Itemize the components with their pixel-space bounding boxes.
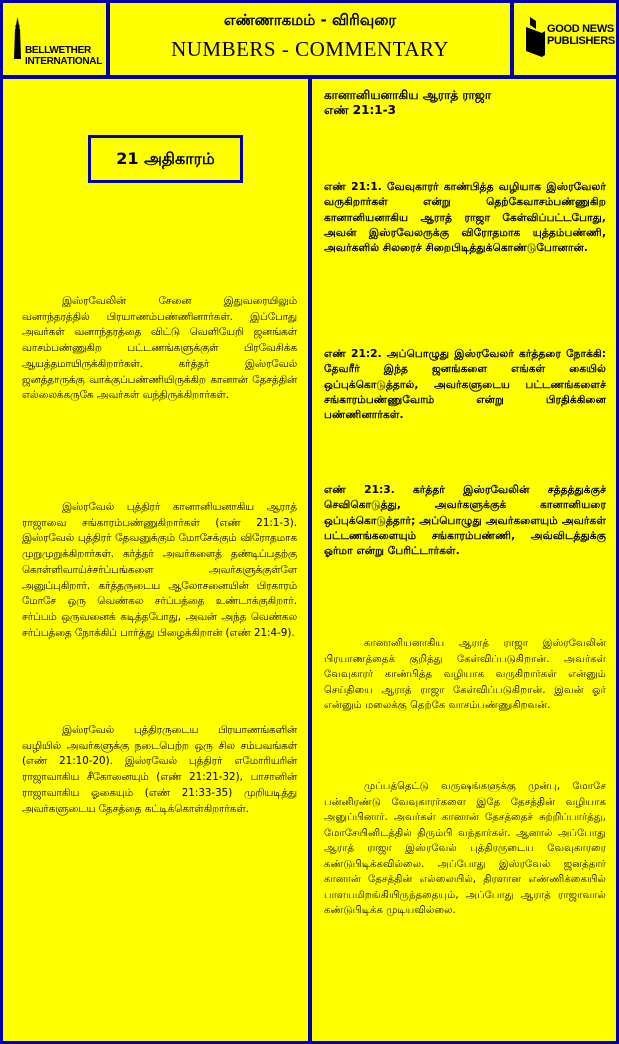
book-icon	[524, 17, 546, 61]
section-title	[324, 88, 606, 118]
right-column	[312, 79, 616, 1041]
left-paragraph-3: இஸ்ரவேல் புத்திரருடைய பிரயாணங்களின் வழியில் அவர்களுக்கு நடைபெற்ற ஒரு சில சம்பவங்கள் (எண் 21:10-20). இஸ்ரவேல் புத்திரர் எமோரியரின் ராஜாவாகிய சீகோனையும் (எண் 21:21-32), பாசானின் ராஜாவாகிய ஓகையும் (எண் 21:33-35) முறியடித்து அவர்களுடைய தேசத்தை கட்டிக்கொள்கிறார்கள்.	[22, 724, 297, 815]
section-title-line1: கானானியனாகிய ஆராத் ராஜா	[324, 88, 492, 102]
logo-right-line2: PUBLISHERS	[547, 35, 615, 47]
left-column	[3, 79, 308, 1041]
section-title-line2: எண் 21:1-3	[324, 103, 396, 117]
bellwether-logo	[3, 3, 106, 75]
logo-left-line2: INTERNATIONAL	[25, 56, 103, 67]
chapter-heading: 21 அதிகாரம்	[88, 135, 243, 183]
logo-left-line1: BELLWETHER	[25, 45, 91, 56]
english-title: NUMBERS - COMMENTARY	[171, 37, 449, 61]
tower-icon	[13, 17, 22, 59]
right-paragraph-1: கானானியனாகிய ஆராத் ராஜா இஸ்ரவேலின் பிரயாணத்தைக் குறித்து கேள்விப்படுகிறான். அவர்கள் வேவுகாரர் காண்பித்த வழியாக வருகிறார்கள் என்னும் செய்தியை ஆராத் ராஜா கேள்விப்படுகிறான். இவன் ஓர் என்னும் மலைக்கு தெற்கே வாசம்பண்ணுகிறவன்.	[324, 638, 606, 711]
page-header	[110, 3, 510, 75]
good-news-logo	[514, 3, 616, 75]
tamil-title: எண்ணாகமம் - விரிவுரை	[223, 11, 397, 29]
left-paragraph-1: இஸ்ரவேலின் சேனை இதுவரையிலும் வனாந்தரத்தில் பிரயாணம்பண்ணினார்கள். இப்போது அவர்கள் வனாந்தரத்தை விட்டு வெளியேறி ஜனங்கள் வாசம்பண்ணுகிற பட்டணங்களுக்குள் பிரவேசிக்க ஆயத்தமாயிருக்கிறார்கள். கர்த்தர் இஸ்ரவேல் ஜனத்தாருக்கு வாக்குப்பண்ணியிருக்கிற கானான் தேசத்தின் எல்லைக்கருகே அவர்கள் வந்திருக்கிறார்கள்.	[22, 295, 297, 402]
right-paragraph-2: முப்பத்தெட்டு வருஷங்களுக்கு முன்பு, மோசே பன்னிரண்டு வேவுகாரர்களை இதே தேசத்தின் வழியாக அனுப்பினார். அவர்கள் கானான் தேசத்தைச் சுற்றிப்பார்த்து, மோசேயினிடத்தில் திரும்பி வந்தார்கள். ஆனால் அப்போது ஆராத் ராஜா இஸ்ரவேல் புத்திரருடைய வேவுகாரரை கண்டுபிடிக்கவில்லை. அப்போது இஸ்ரவேல் ஜனத்தார் கானான் தேசத்தின் எல்லையில், திரளான எண்ணிக்கையில் பாளயமிறங்கியிருந்ததையும், அப்போது ஆராத் ராஜாவால் கண்டுபிடிக்க முடியவில்லை.	[324, 781, 606, 916]
verse-2: எண் 21:2. அப்பொழுது இஸ்ரவேலர் கர்த்தரை நோக்கி: தேவரீர் இந்த ஜனங்களை எங்கள் கையில் ஒப்புக்கொடுத்தால், அவர்களுடைய பட்டணங்களைச் சங்காரம்பண்ணுவோம் என்று பிரதிக்கினை பண்ணினார்கள்.	[324, 347, 606, 422]
logo-right-line1: GOOD NEWS	[547, 23, 614, 35]
verse-1: எண் 21:1. வேவுகாரர் காண்பித்த வழியாக இஸ்ரவேலர் வருகிறார்கள் என்று தெற்கேவாசம்பண்ணுகிற கானானியனாகிய ஆராத் ராஜா கேள்விப்பட்டபோது, அவன் இஸ்ரவேலருக்கு விரோதமாக யுத்தம்பண்ணி, அவர்களில் சிலரைச் சிறைபிடித்துக்கொண்டுபோனான்.	[324, 180, 606, 255]
left-paragraph-2: இஸ்ரவேல் புத்திரர் கானானியனாகிய ஆராத் ராஜாவை சங்காரம்பண்ணுகிறார்கள் (எண் 21:1-3). இஸ்ரவேல் புத்திரர் தேவனுக்கும் மோசேக்கும் விரோதமாக முறுமுறுக்கிறார்கள். கர்த்தர் அவர்களைத் தண்டிப்பதற்கு கொள்ளிவாய்ச்சர்ப்பங்களை அவர்களுக்குள்ளே அனுப்புகிறார். கர்த்தருடைய ஆலோசனையின் பிரகாரம் மோசே ஒரு வெண்கல சர்ப்பத்தை உண்டாக்குகிறார். சர்ப்பம் ஒருவனைக் கடித்தபோது, அவன் அந்த வெண்கல சர்ப்பத்தை நோக்கிப் பார்த்து பிழைக்கிறான் (எண் 21:4-9).	[22, 501, 297, 639]
verse-3: எண் 21:3. கர்த்தர் இஸ்ரவேலின் சத்தத்துக்குச் செவிகொடுத்து, அவர்களுக்குக் கானானியரை ஒப்புக்கொடுத்தார்; அப்பொழுது அவர்களையும் அவர்கள் பட்டணங்களையும் சங்காரம்பண்ணி, அவ்விடத்துக்கு ஓர்மா என்று பேரிட்டார்கள்.	[324, 483, 606, 558]
